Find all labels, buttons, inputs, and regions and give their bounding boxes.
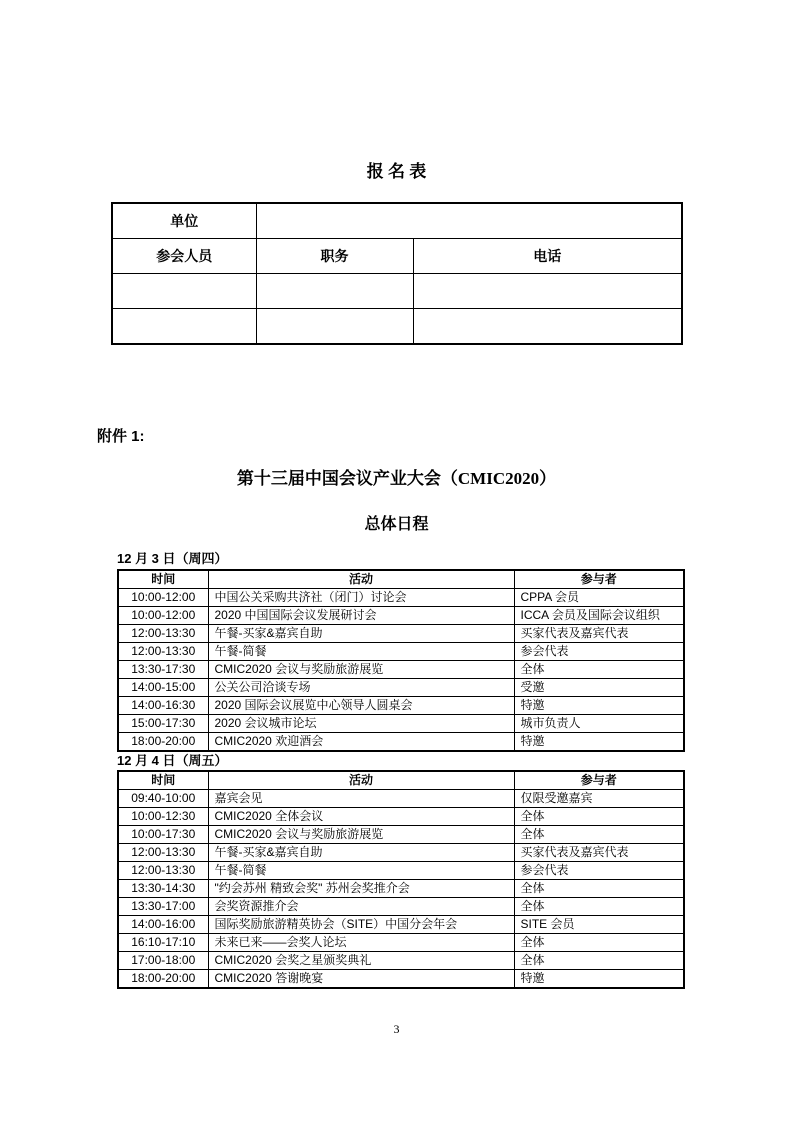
time-column-header: 时间 (118, 570, 208, 589)
empty-cell (256, 274, 413, 309)
schedule-row (118, 880, 684, 898)
activity-cell: "约会苏州 精致会奖" 苏州会奖推介会 (208, 880, 514, 898)
activity-cell: 会奖资源推介会 (208, 898, 514, 916)
time-cell: 18:00-20:00 (118, 733, 208, 752)
activity-cell: 国际奖励旅游精英协会（SITE）中国分会年会 (208, 916, 514, 934)
activity-column-header: 活动 (208, 771, 514, 790)
activity-cell: CMIC2020 会议与奖励旅游展览 (208, 661, 514, 679)
registration-row-blank (112, 309, 682, 345)
time-cell: 12:00-13:30 (118, 862, 208, 880)
activity-cell: 2020 中国国际会议发展研讨会 (208, 607, 514, 625)
participants-cell: CPPA 会员 (514, 589, 684, 607)
empty-cell (413, 309, 682, 345)
participants-cell: 全体 (514, 880, 684, 898)
schedule-row (118, 643, 684, 661)
registration-form-title: 报 名 表 (366, 162, 427, 181)
activity-cell: CMIC2020 会议与奖励旅游展览 (208, 826, 514, 844)
position-header-cell: 职务 (256, 239, 413, 274)
conference-title: 第十三届中国会议产业大会（CMIC2020） (236, 469, 557, 488)
participants-cell: 受邀 (514, 679, 684, 697)
participants-cell: 参会代表 (514, 862, 684, 880)
participants-cell: 城市负责人 (514, 715, 684, 733)
activity-cell: CMIC2020 会奖之星颁奖典礼 (208, 952, 514, 970)
attachment-label: 附件 1: (97, 428, 145, 445)
participants-cell: 参会代表 (514, 643, 684, 661)
schedule-row (118, 589, 684, 607)
activity-cell: CMIC2020 全体会议 (208, 808, 514, 826)
participants-cell: 特邀 (514, 697, 684, 715)
schedule-row (118, 898, 684, 916)
empty-cell (256, 309, 413, 345)
time-cell: 15:00-17:30 (118, 715, 208, 733)
schedule-row (118, 625, 684, 643)
schedule-row (118, 844, 684, 862)
empty-cell (112, 274, 256, 309)
date-label-day1: 12 月 3 日（周四） (117, 551, 228, 566)
registration-row-blank (112, 274, 682, 309)
participants-cell: 全体 (514, 952, 684, 970)
schedule-subtitle: 总体日程 (364, 516, 429, 533)
activity-cell: 午餐-简餐 (208, 643, 514, 661)
schedule-row (118, 808, 684, 826)
participants-cell: 全体 (514, 934, 684, 952)
time-column-header: 时间 (118, 771, 208, 790)
empty-cell (112, 309, 256, 345)
activity-cell: 公关公司洽谈专场 (208, 679, 514, 697)
time-cell: 14:00-16:30 (118, 697, 208, 715)
participants-cell: 买家代表及嘉宾代表 (514, 844, 684, 862)
time-cell: 12:00-13:30 (118, 625, 208, 643)
page-number: 3 (393, 1022, 400, 1036)
time-cell: 10:00-17:30 (118, 826, 208, 844)
schedule-row (118, 790, 684, 808)
schedule-row (118, 679, 684, 697)
activity-cell: CMIC2020 欢迎酒会 (208, 733, 514, 752)
activity-cell: 2020 国际会议展览中心领导人圆桌会 (208, 697, 514, 715)
schedule-header-row (118, 771, 684, 790)
participants-cell: 买家代表及嘉宾代表 (514, 625, 684, 643)
schedule-row (118, 916, 684, 934)
participants-column-header: 参与者 (514, 771, 684, 790)
schedule-table-day1 (117, 569, 685, 752)
activity-cell: 2020 会议城市论坛 (208, 715, 514, 733)
time-cell: 12:00-13:30 (118, 643, 208, 661)
registration-row-unit (112, 203, 682, 239)
schedule-row (118, 733, 684, 752)
date-label-day2: 12 月 4 日（周五） (117, 753, 228, 768)
schedule-row (118, 952, 684, 970)
time-cell: 17:00-18:00 (118, 952, 208, 970)
time-cell: 12:00-13:30 (118, 844, 208, 862)
unit-label-cell: 单位 (112, 203, 256, 239)
participants-column-header: 参与者 (514, 570, 684, 589)
schedule-row (118, 607, 684, 625)
participants-cell: ICCA 会员及国际会议组织 (514, 607, 684, 625)
schedule-table-day2 (117, 770, 685, 989)
participants-cell: 全体 (514, 808, 684, 826)
phone-header-cell: 电话 (413, 239, 682, 274)
activity-cell: 午餐-买家&嘉宾自助 (208, 844, 514, 862)
schedule-row (118, 697, 684, 715)
time-cell: 16:10-17:10 (118, 934, 208, 952)
schedule-row (118, 715, 684, 733)
schedule-row (118, 970, 684, 989)
participants-cell: 全体 (514, 898, 684, 916)
registration-table (111, 202, 683, 345)
time-cell: 10:00-12:30 (118, 808, 208, 826)
time-cell: 09:40-10:00 (118, 790, 208, 808)
participants-cell: SITE 会员 (514, 916, 684, 934)
participants-cell: 全体 (514, 826, 684, 844)
time-cell: 18:00-20:00 (118, 970, 208, 989)
activity-cell: 中国公关采购共济社（闭门）讨论会 (208, 589, 514, 607)
schedule-row (118, 862, 684, 880)
participants-cell: 特邀 (514, 733, 684, 752)
time-cell: 10:00-12:00 (118, 607, 208, 625)
schedule-row (118, 826, 684, 844)
participants-cell: 全体 (514, 661, 684, 679)
registration-row-header (112, 239, 682, 274)
activity-cell: 午餐-买家&嘉宾自助 (208, 625, 514, 643)
participants-cell: 特邀 (514, 970, 684, 989)
schedule-row (118, 661, 684, 679)
time-cell: 13:30-17:00 (118, 898, 208, 916)
empty-cell (413, 274, 682, 309)
participants-cell: 仅限受邀嘉宾 (514, 790, 684, 808)
activity-cell: CMIC2020 答谢晚宴 (208, 970, 514, 989)
schedule-row (118, 934, 684, 952)
activity-cell: 嘉宾会见 (208, 790, 514, 808)
activity-cell: 午餐-简餐 (208, 862, 514, 880)
time-cell: 13:30-17:30 (118, 661, 208, 679)
time-cell: 14:00-15:00 (118, 679, 208, 697)
time-cell: 10:00-12:00 (118, 589, 208, 607)
unit-value-cell (256, 203, 682, 239)
time-cell: 13:30-14:30 (118, 880, 208, 898)
activity-cell: 未来已来——会奖人论坛 (208, 934, 514, 952)
time-cell: 14:00-16:00 (118, 916, 208, 934)
participant-header-cell: 参会人员 (112, 239, 256, 274)
activity-column-header: 活动 (208, 570, 514, 589)
schedule-header-row (118, 570, 684, 589)
